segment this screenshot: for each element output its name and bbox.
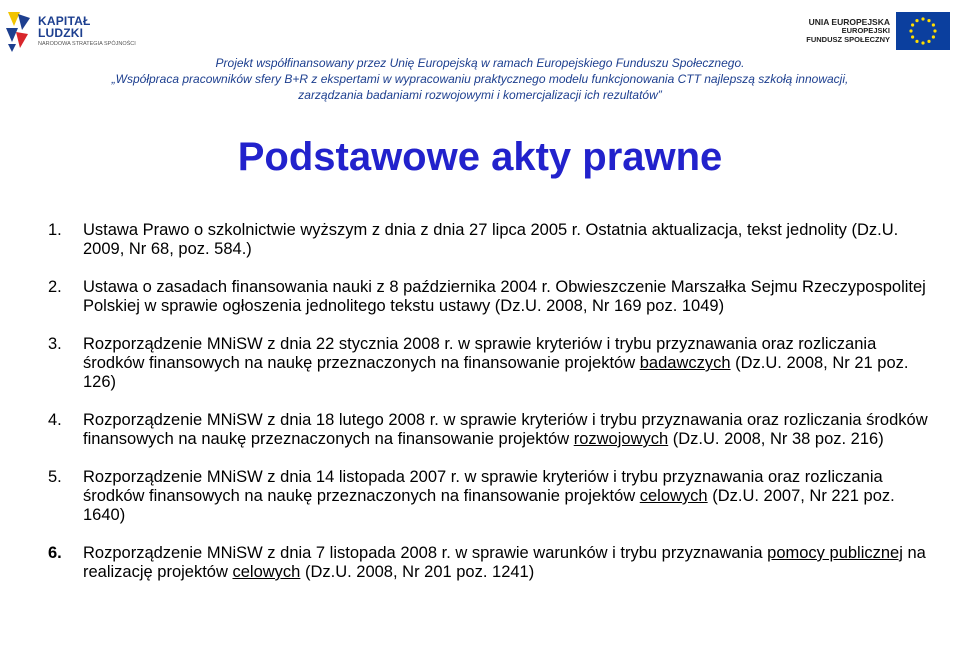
item-text: Rozporządzenie MNiSW z dnia 14 listopada 2007 r. w sprawie kryteriów i trybu przyznawania oraz rozliczania środków finansowych na naukę przeznaczonych na finansowanie projektów xyxy=(83,468,883,505)
kapital-ludzki-subtitle: NARODOWA STRATEGIA SPÓJNOŚCI xyxy=(38,40,136,47)
item-text-tail: (Dz.U. 2007, Nr 221 poz. 1640) xyxy=(83,487,895,524)
item-text-tail: (Dz.U. 2008, Nr 21 poz. 126) xyxy=(83,354,909,391)
item-text: Ustawa o zasadach finansowania nauki z 8 października 2004 r. Obwieszczenie Marszałka Sejmu Rzeczypospolitej Polskiej w sprawie ogłoszenia jednolitego tekstu ustawy (Dz.U. 2008, Nr 169 poz. 1049) xyxy=(83,278,926,315)
item-text: Rozporządzenie MNiSW z dnia 7 listopada 2008 r. w sprawie warunków i trybu przyznawania xyxy=(83,544,768,562)
item-text: Rozporządzenie MNiSW z dnia 22 stycznia 2008 r. w sprawie kryteriów i trybu przyznawania oraz rozliczania środków finansowych na naukę przeznaczonych na finansowanie projektów xyxy=(83,335,877,372)
page-title: Podstawowe akty prawne xyxy=(237,135,723,179)
eu-logo xyxy=(806,8,950,54)
item-number: 1. xyxy=(48,221,62,239)
item-text: Ustawa Prawo o szkolnictwie wyższym z dnia z dnia 27 lipca 2005 r. Ostatnia aktualizacja, tekst jednolity (Dz.U. 2009, Nr 68, poz. 584.) xyxy=(83,221,899,258)
legal-acts-list xyxy=(48,221,928,601)
item-link[interactable]: badawczych xyxy=(639,354,731,372)
item-link[interactable]: rozwojowych xyxy=(573,430,669,448)
item-link[interactable]: celowych xyxy=(639,487,708,505)
item-number: 4. xyxy=(48,411,62,429)
list-item xyxy=(48,468,928,525)
eu-logo-line1: UNIA EUROPEJSKA xyxy=(808,17,890,28)
header-line1: Projekt współfinansowany przez Unię Europejską w ramach Europejskiego Funduszu Społecznego. xyxy=(215,56,745,70)
eu-logo-line3: FUNDUSZ SPOŁECZNY xyxy=(806,34,890,44)
item-number: 6. xyxy=(48,544,62,562)
list-item xyxy=(48,544,928,582)
item-number: 5. xyxy=(48,468,62,486)
project-header xyxy=(0,55,960,103)
item-text-tail: (Dz.U. 2008, Nr 201 poz. 1241) xyxy=(300,563,535,581)
list-item xyxy=(48,221,928,259)
kapital-ludzki-emblem-icon xyxy=(4,8,34,54)
kapital-ludzki-title: KAPITAŁ LUDZKI xyxy=(38,13,91,40)
item-text-tail: (Dz.U. 2008, Nr 38 poz. 216) xyxy=(668,430,884,448)
header-line3: zarządzania badaniami rozwojowymi i komercjalizacji ich rezultatów” xyxy=(298,88,662,102)
list-item xyxy=(48,278,928,316)
eu-flag-icon xyxy=(896,12,950,50)
list-item xyxy=(48,411,928,449)
item-number: 2. xyxy=(48,278,62,296)
item-text-mid: na realizację projektów xyxy=(83,544,926,581)
header-line2: „Współpraca pracowników sfery B+R z ekspertami w wypracowaniu praktycznego modelu funkcjonowania CTT najlepszą szkołą innowacji, xyxy=(111,72,849,86)
item-link[interactable]: pomocy publicznej xyxy=(767,544,903,562)
eu-logo-line2: EUROPEJSKI xyxy=(841,26,890,36)
list-item xyxy=(48,335,928,392)
item-number: 3. xyxy=(48,335,62,353)
item-link[interactable]: celowych xyxy=(232,563,301,581)
kapital-ludzki-logo xyxy=(4,6,139,56)
item-text: Rozporządzenie MNiSW z dnia 18 lutego 2008 r. w sprawie kryteriów i trybu przyznawania oraz rozliczania środków finansowych na naukę przeznaczonych na finansowanie projektów xyxy=(83,411,928,448)
